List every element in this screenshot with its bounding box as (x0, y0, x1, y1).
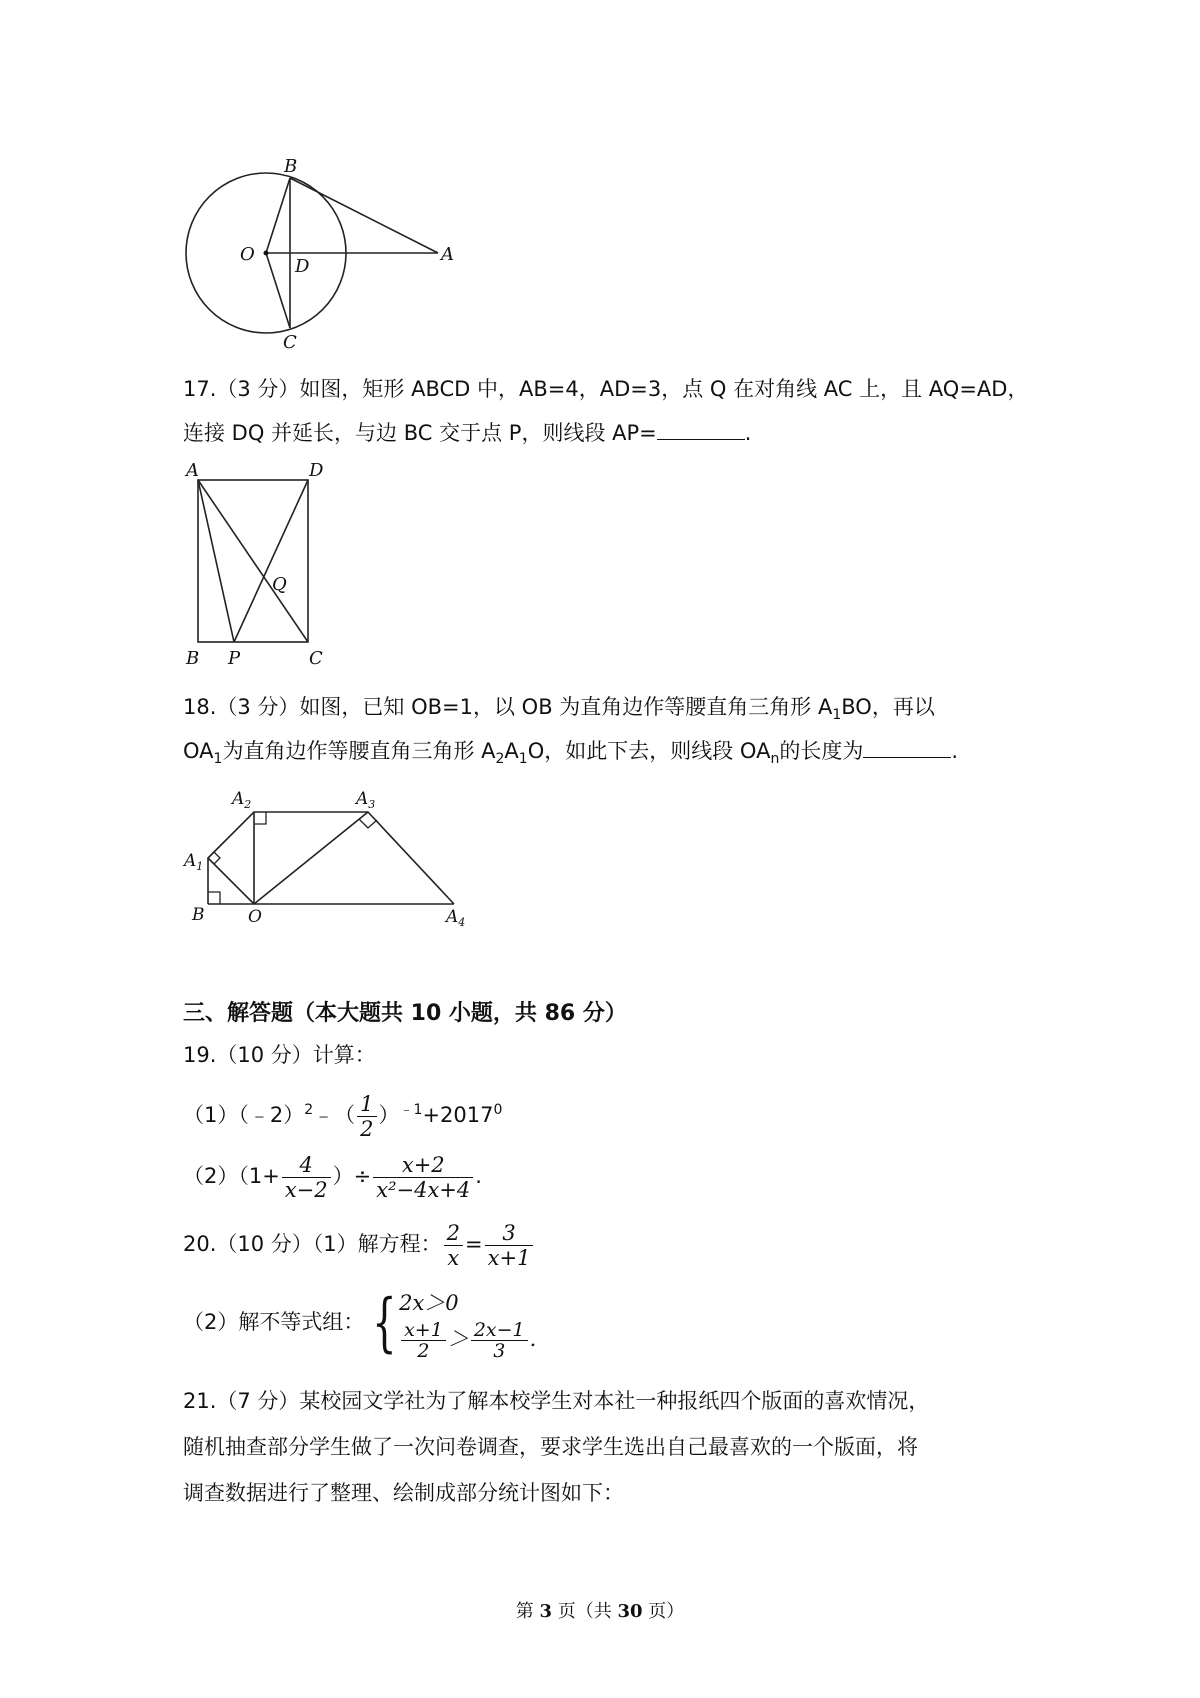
q17-line1: 17.（3 分）如图，矩形 ABCD 中，AB=4，AD=3，点 Q 在对角线 AC 上，且 AQ=AD， (183, 377, 1029, 401)
label-o: O (240, 244, 255, 265)
q20-part1: 20.（10 分）（1）解方程： $\frac{2}{x}$ = $\frac{3}{x+1}$ (183, 1216, 535, 1272)
fraction-2x-minus-1-over-3: $\frac{2x-1}{3}$ (471, 1320, 528, 1361)
label-b: B (284, 156, 298, 177)
segment-oa1 (208, 858, 254, 904)
label-a4: $A_4$ (446, 907, 466, 929)
label-a: A (441, 244, 454, 265)
answer-blank-18[interactable] (863, 737, 951, 758)
label-d: D (295, 256, 310, 277)
label-a1: $A_1$ (184, 851, 204, 873)
fraction-x-plus-1-over-2: $\frac{x+1}{2}$ (401, 1320, 446, 1361)
rectangle-figure (180, 458, 340, 668)
diagonal-ac (198, 480, 308, 642)
q21-line3: 调查数据进行了整理、绘制成部分统计图如下： (183, 1481, 624, 1505)
segment-oa3 (254, 812, 368, 904)
q21-line1: 21.（7 分）某校园文学社为了解本校学生对本社一种报纸四个版面的喜欢情况， (183, 1389, 930, 1413)
q18-line1: 18.（3 分）如图，已知 OB=1，以 OB 为直角边作等腰直角三角形 $A_1BO$，再以 (183, 695, 935, 724)
label-a: A (186, 460, 199, 481)
q17-line2: 连接 DQ 并延长，与边 BC 交于点 P，则线段 AP= . (183, 421, 752, 445)
right-angle-a3 (359, 819, 377, 828)
fraction-3-over-x-plus-1: $\frac{3}{x+1}$ (485, 1221, 534, 1270)
right-angle-a1 (214, 852, 220, 864)
label-d: D (309, 460, 324, 481)
circle-tangent-figure (180, 156, 460, 353)
q21-line2: 随机抽查部分学生做了一次问卷调查，要求学生选出自己最喜欢的一个版面，将 (183, 1435, 918, 1459)
fraction-x-plus-2: $\frac{x+2}{\text{x²−4x+4}}$ (373, 1153, 473, 1202)
fraction-4-over-x-minus-2: $\frac{4}{x-2}$ (282, 1153, 331, 1202)
q19-part1: （1）（﹣2）$^2$﹣（ $\frac{1}{2}$ ）$^{﹣1}+2017^0$ (183, 1091, 503, 1141)
right-angle-a2 (254, 812, 266, 824)
page-footer: 第 3 页（共 30 页） (515, 1601, 685, 1622)
inequality-system: 2x＞0 $\frac{x+1}{2}$ ＞ $\frac{2x-1}{3}$ . (399, 1290, 537, 1362)
label-o: O (248, 907, 262, 927)
q19-part2: （2）（1+ $\frac{4}{x-2}$ ）÷ $\frac{x+2}{\text{x²−4x+4}}$ . (183, 1152, 482, 1202)
label-c: C (309, 648, 323, 669)
triangle-chain (208, 812, 454, 904)
segment-oc (266, 253, 290, 328)
segment-dp (234, 480, 308, 642)
q18-line2: $OA_1$为直角边作等腰直角三角形 $A_2A_1O$，如此下去，则线段 $OA_n$的长度为 . (183, 739, 959, 768)
segment-ap (198, 480, 234, 642)
label-c: C (283, 332, 297, 353)
center-point (264, 251, 269, 256)
fraction-one-half: $\frac{1}{2}$ (357, 1092, 376, 1141)
label-a3: $A_3$ (356, 789, 376, 811)
tangent-ba (290, 178, 438, 253)
isosceles-triangles-figure (180, 782, 480, 929)
right-angle-b (208, 892, 220, 904)
system-brace: { (372, 1286, 397, 1360)
label-q: Q (272, 574, 287, 595)
segment-ob (266, 178, 290, 253)
q20-part2: （2）解不等式组： { 2x＞0 $\frac{x+1}{2}$ ＞ $\frac{2x-1}{3}$ . (183, 1286, 537, 1362)
q19-title: 19.（10 分）计算： (183, 1043, 376, 1067)
label-b: B (186, 648, 200, 669)
fraction-2-over-x: $\frac{2}{x}$ (444, 1221, 463, 1270)
label-a2: $A_2$ (232, 789, 252, 811)
label-b: B (192, 905, 205, 925)
answer-blank-17[interactable] (657, 419, 745, 440)
section-title: 三、解答题（本大题共 10 小题，共 86 分） (183, 1001, 627, 1026)
label-p: P (228, 648, 241, 669)
